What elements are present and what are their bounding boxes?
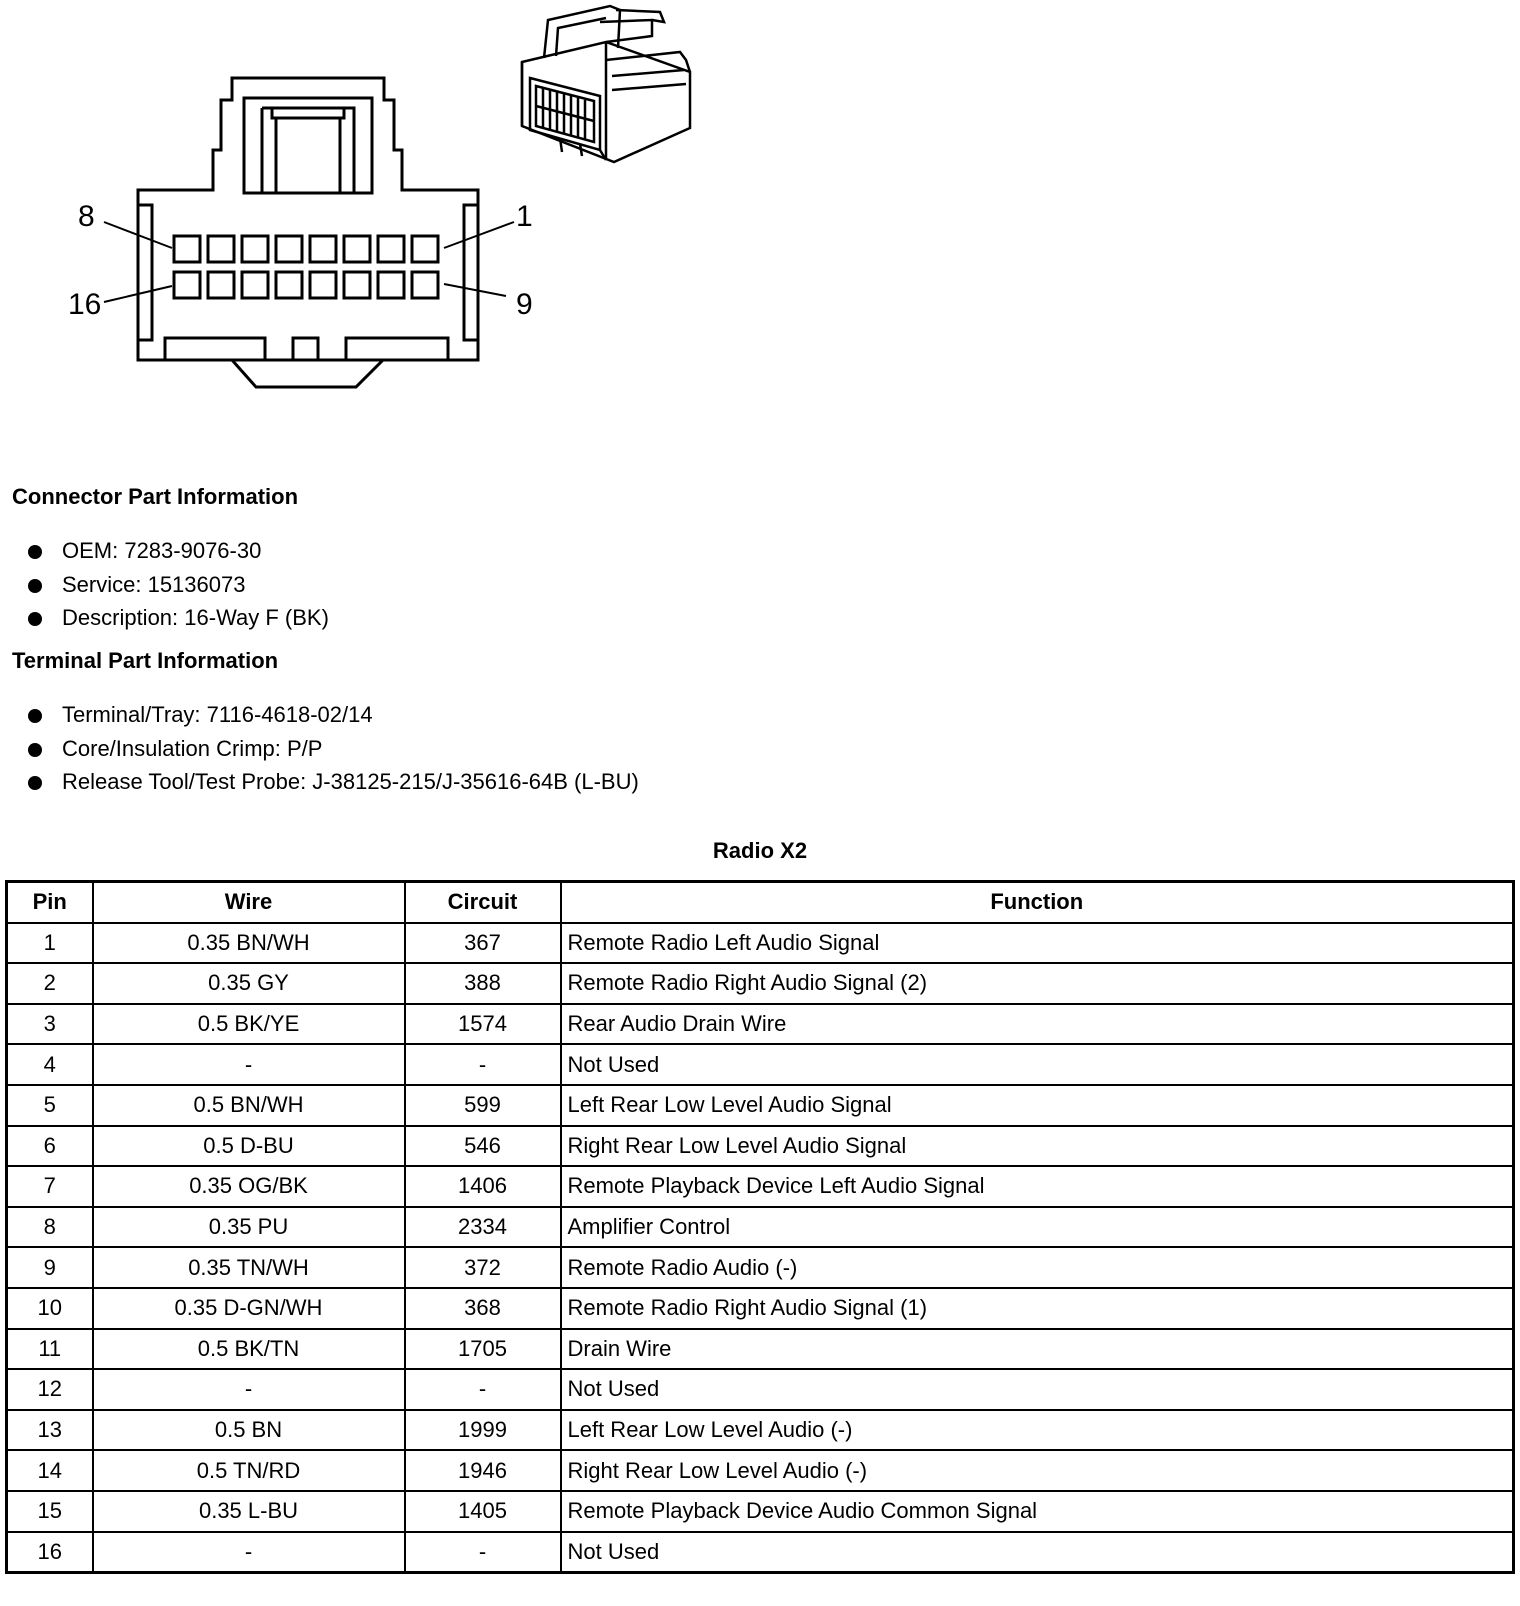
cell-function: Right Rear Low Level Audio (-) [561, 1450, 1514, 1491]
terminal-tray-item: Terminal/Tray: 7116-4618-02/14 [28, 698, 639, 732]
cell-wire: 0.5 BN/WH [93, 1085, 405, 1126]
cell-pin: 5 [7, 1085, 93, 1126]
connector-part-info-list [28, 534, 329, 635]
pin-label-8: 8 [78, 200, 95, 233]
cell-pin: 10 [7, 1288, 93, 1329]
cell-function: Not Used [561, 1369, 1514, 1410]
table-row [7, 1044, 1514, 1085]
cell-circuit: 388 [405, 963, 561, 1004]
cell-circuit: 1406 [405, 1166, 561, 1207]
cavity [344, 272, 370, 298]
cell-circuit: 2334 [405, 1207, 561, 1248]
cell-pin: 11 [7, 1329, 93, 1370]
table-row [7, 1329, 1514, 1370]
terminal-release-tool-item: Release Tool/Test Probe: J-38125-215/J-35616-64B (L-BU) [28, 765, 639, 799]
table-row [7, 1491, 1514, 1532]
cell-circuit: 372 [405, 1247, 561, 1288]
table-body [7, 923, 1514, 1573]
table-row [7, 1004, 1514, 1045]
cell-wire: 0.5 D-BU [93, 1126, 405, 1167]
header-wire: Wire [93, 882, 405, 923]
cell-pin: 6 [7, 1126, 93, 1167]
cell-pin: 14 [7, 1450, 93, 1491]
connector-figure [0, 0, 720, 410]
terminal-cavities [174, 236, 438, 298]
cell-pin: 1 [7, 923, 93, 964]
terminal-part-info-list [28, 698, 639, 799]
table-row [7, 1085, 1514, 1126]
cavity [276, 236, 302, 262]
table-row [7, 1207, 1514, 1248]
cell-function: Amplifier Control [561, 1207, 1514, 1248]
table-row [7, 1450, 1514, 1491]
cell-circuit: 1999 [405, 1410, 561, 1451]
pin-label-16: 16 [68, 288, 102, 321]
cell-function: Remote Playback Device Left Audio Signal [561, 1166, 1514, 1207]
connector-service-item: Service: 15136073 [28, 568, 329, 602]
table-row [7, 1410, 1514, 1451]
cell-wire: 0.35 TN/WH [93, 1247, 405, 1288]
pin-label-9: 9 [516, 288, 533, 321]
cavity [412, 272, 438, 298]
header-pin: Pin [7, 882, 93, 923]
cell-wire: 0.35 GY [93, 963, 405, 1004]
cell-wire: 0.35 BN/WH [93, 923, 405, 964]
cavity [378, 272, 404, 298]
cavity [310, 236, 336, 262]
table-header-row [7, 882, 1514, 923]
cell-function: Remote Radio Left Audio Signal [561, 923, 1514, 964]
cell-function: Remote Radio Right Audio Signal (1) [561, 1288, 1514, 1329]
cell-function: Left Rear Low Level Audio (-) [561, 1410, 1514, 1451]
cell-wire: - [93, 1369, 405, 1410]
cell-wire: 0.5 BK/TN [93, 1329, 405, 1370]
cell-wire: - [93, 1044, 405, 1085]
cell-circuit: 1405 [405, 1491, 561, 1532]
table-row [7, 923, 1514, 964]
cell-wire: - [93, 1532, 405, 1573]
header-function: Function [561, 882, 1514, 923]
cavity [276, 272, 302, 298]
connector-description-item: Description: 16-Way F (BK) [28, 601, 329, 635]
cavity [412, 236, 438, 262]
table-row [7, 963, 1514, 1004]
cell-wire: 0.35 L-BU [93, 1491, 405, 1532]
connector-face-drawing [138, 78, 478, 387]
table-row [7, 1247, 1514, 1288]
cavity [310, 272, 336, 298]
cell-pin: 8 [7, 1207, 93, 1248]
cell-function: Remote Radio Right Audio Signal (2) [561, 963, 1514, 1004]
cell-function: Right Rear Low Level Audio Signal [561, 1126, 1514, 1167]
table-row [7, 1126, 1514, 1167]
header-circuit: Circuit [405, 882, 561, 923]
cell-pin: 16 [7, 1532, 93, 1573]
cell-circuit: 599 [405, 1085, 561, 1126]
table-row [7, 1288, 1514, 1329]
cell-pin: 2 [7, 963, 93, 1004]
cell-circuit: 367 [405, 923, 561, 964]
cell-function: Rear Audio Drain Wire [561, 1004, 1514, 1045]
cell-function: Drain Wire [561, 1329, 1514, 1370]
cell-wire: 0.35 OG/BK [93, 1166, 405, 1207]
cell-wire: 0.35 D-GN/WH [93, 1288, 405, 1329]
cell-circuit: - [405, 1369, 561, 1410]
cell-circuit: 1946 [405, 1450, 561, 1491]
cell-wire: 0.5 BK/YE [93, 1004, 405, 1045]
pinout-table [5, 880, 1515, 1574]
cavity [208, 236, 234, 262]
cell-pin: 7 [7, 1166, 93, 1207]
cell-function: Remote Radio Audio (-) [561, 1247, 1514, 1288]
cell-pin: 15 [7, 1491, 93, 1532]
connector-part-info-title: Connector Part Information [12, 484, 299, 509]
connector-oem-item: OEM: 7283-9076-30 [28, 534, 329, 568]
cell-wire: 0.35 PU [93, 1207, 405, 1248]
cell-function: Not Used [561, 1532, 1514, 1573]
cavity [242, 272, 268, 298]
table-caption: Radio X2 [712, 838, 808, 863]
cavity [174, 272, 200, 298]
cavity [174, 236, 200, 262]
cell-pin: 9 [7, 1247, 93, 1288]
table-row [7, 1166, 1514, 1207]
terminal-part-info-title: Terminal Part Information [12, 648, 279, 673]
cell-function: Remote Playback Device Audio Common Signal [561, 1491, 1514, 1532]
terminal-crimp-item: Core/Insulation Crimp: P/P [28, 732, 639, 766]
cell-circuit: - [405, 1044, 561, 1085]
cell-circuit: 1705 [405, 1329, 561, 1370]
cavity [344, 236, 370, 262]
cell-circuit: 546 [405, 1126, 561, 1167]
table-row [7, 1532, 1514, 1573]
cell-function: Left Rear Low Level Audio Signal [561, 1085, 1514, 1126]
cell-function: Not Used [561, 1044, 1514, 1085]
cavity [208, 272, 234, 298]
cell-wire: 0.5 BN [93, 1410, 405, 1451]
cell-wire: 0.5 TN/RD [93, 1450, 405, 1491]
connector-iso-drawing [522, 6, 690, 162]
cell-circuit: 368 [405, 1288, 561, 1329]
cavity [378, 236, 404, 262]
cavity [242, 236, 268, 262]
cell-circuit: 1574 [405, 1004, 561, 1045]
cell-pin: 12 [7, 1369, 93, 1410]
cell-pin: 3 [7, 1004, 93, 1045]
table-row [7, 1369, 1514, 1410]
pin-label-1: 1 [516, 200, 533, 233]
cell-pin: 4 [7, 1044, 93, 1085]
cell-pin: 13 [7, 1410, 93, 1451]
cell-circuit: - [405, 1532, 561, 1573]
